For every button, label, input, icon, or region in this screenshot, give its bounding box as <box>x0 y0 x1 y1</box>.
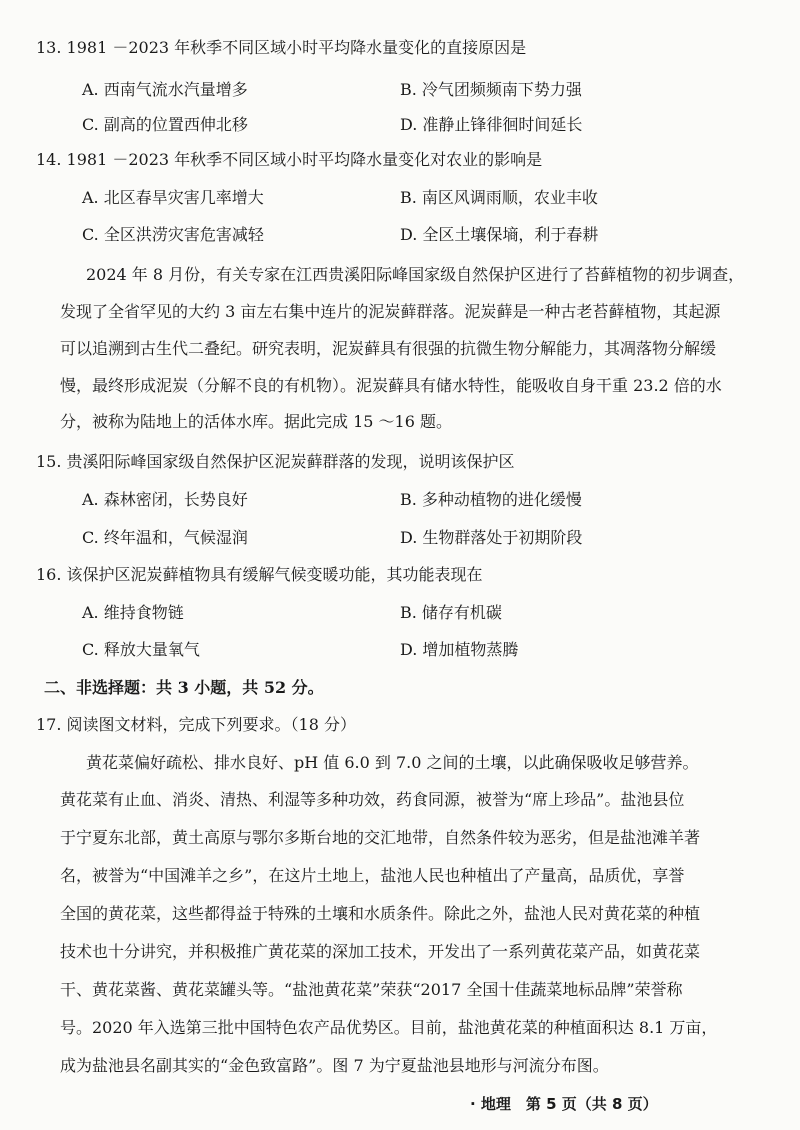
question-13-option-b: B. 冷气团频频南下势力强 <box>400 80 582 99</box>
question-13-option-a: A. 西南气流水汽量增多 <box>82 80 248 99</box>
question-16-option-a: A. 维持食物链 <box>82 603 184 622</box>
passage-1-line: 慢，最终形成泥炭（分解不良的有机物）。泥炭藓具有储水特性，能吸收自身干重 23.2 倍的水 <box>60 376 722 395</box>
question-14-stem: 14. 1981 －2023 年秋季不同区域小时平均降水量变化对农业的影响是 <box>36 150 543 169</box>
question-14-option-d: D. 全区土壤保墒，利于春耕 <box>400 225 599 244</box>
passage-1-line: 分，被称为陆地上的活体水库。据此完成 15 ～16 题。 <box>60 412 452 431</box>
passage-1-line: 2024 年 8 月份，有关专家在江西贵溪阳际峰国家级自然保护区进行了苔藓植物的初步调查， <box>86 265 745 284</box>
passage-2-line: 技术也十分讲究，并积极推广黄花菜的深加工技术，开发出了一系列黄花菜产品，如黄花菜 <box>60 942 701 961</box>
passage-2-line: 黄花菜偏好疏松、排水良好、pH 值 6.0 到 7.0 之间的土壤，以此确保吸收足够营养。 <box>86 753 699 772</box>
passage-2-line: 全国的黄花菜，这些都得益于特殊的土壤和水质条件。除此之外，盐池人民对黄花菜的种植 <box>60 904 701 923</box>
question-14-option-b: B. 南区风调雨顺，农业丰收 <box>400 188 598 207</box>
passage-2-line: 成为盐池县名副其实的“金色致富路”。图 7 为宁夏盐池县地形与河流分布图。 <box>60 1056 609 1075</box>
question-15-stem: 15. 贵溪阳际峰国家级自然保护区泥炭藓群落的发现，说明该保护区 <box>36 452 515 471</box>
question-14-option-c: C. 全区洪涝灾害危害减轻 <box>82 225 264 244</box>
question-15-option-c: C. 终年温和，气候湿润 <box>82 528 248 547</box>
question-16-option-c: C. 释放大量氧气 <box>82 640 200 659</box>
question-13-option-d: D. 准静止锋徘徊时间延长 <box>400 115 583 134</box>
passage-2-line: 干、黄花菜酱、黄花菜罐头等。“盐池黄花菜”荣获“2017 全国十佳蔬菜地标品牌”荣誉称 <box>60 980 683 999</box>
question-13-option-c: C. 副高的位置西伸北移 <box>82 115 248 134</box>
question-15-option-b: B. 多种动植物的进化缓慢 <box>400 490 582 509</box>
passage-2-line: 号。2020 年入选第三批中国特色农产品优势区。目前，盐池黄花菜的种植面积达 8.1 万亩， <box>60 1018 718 1037</box>
question-15-option-d: D. 生物群落处于初期阶段 <box>400 528 583 547</box>
question-16-option-d: D. 增加植物蒸腾 <box>400 640 519 659</box>
passage-1-line: 可以追溯到古生代二叠纪。研究表明，泥炭藓具有很强的抗微生物分解能力，其凋落物分解缓 <box>60 339 717 358</box>
passage-2-line: 于宁夏东北部，黄土高原与鄂尔多斯台地的交汇地带，自然条件较为恶劣，但是盐池滩羊著 <box>60 828 701 847</box>
question-16-stem: 16. 该保护区泥炭藓植物具有缓解气候变暖功能，其功能表现在 <box>36 565 483 584</box>
page-footer: · 地理 第 5 页（共 8 页） <box>470 1095 658 1113</box>
question-14-option-a: A. 北区春旱灾害几率增大 <box>82 188 264 207</box>
question-17-stem: 17. 阅读图文材料，完成下列要求。（18 分） <box>36 715 356 734</box>
section-2-heading: 二、非选择题：共 3 小题，共 52 分。 <box>44 678 324 697</box>
question-13-stem: 13. 1981 －2023 年秋季不同区域小时平均降水量变化的直接原因是 <box>36 38 527 57</box>
question-16-option-b: B. 储存有机碳 <box>400 603 502 622</box>
passage-2-line: 名，被誉为“中国滩羊之乡”，在这片土地上，盐池人民也种植出了产量高，品质优，享誉 <box>60 866 685 885</box>
question-15-option-a: A. 森林密闭，长势良好 <box>82 490 248 509</box>
passage-1-line: 发现了全省罕见的大约 3 亩左右集中连片的泥炭藓群落。泥炭藓是一种古老苔藓植物，其起源 <box>60 302 721 321</box>
passage-2-line: 黄花菜有止血、消炎、清热、利湿等多种功效，药食同源，被誉为“席上珍品”。盐池县位 <box>60 790 685 809</box>
